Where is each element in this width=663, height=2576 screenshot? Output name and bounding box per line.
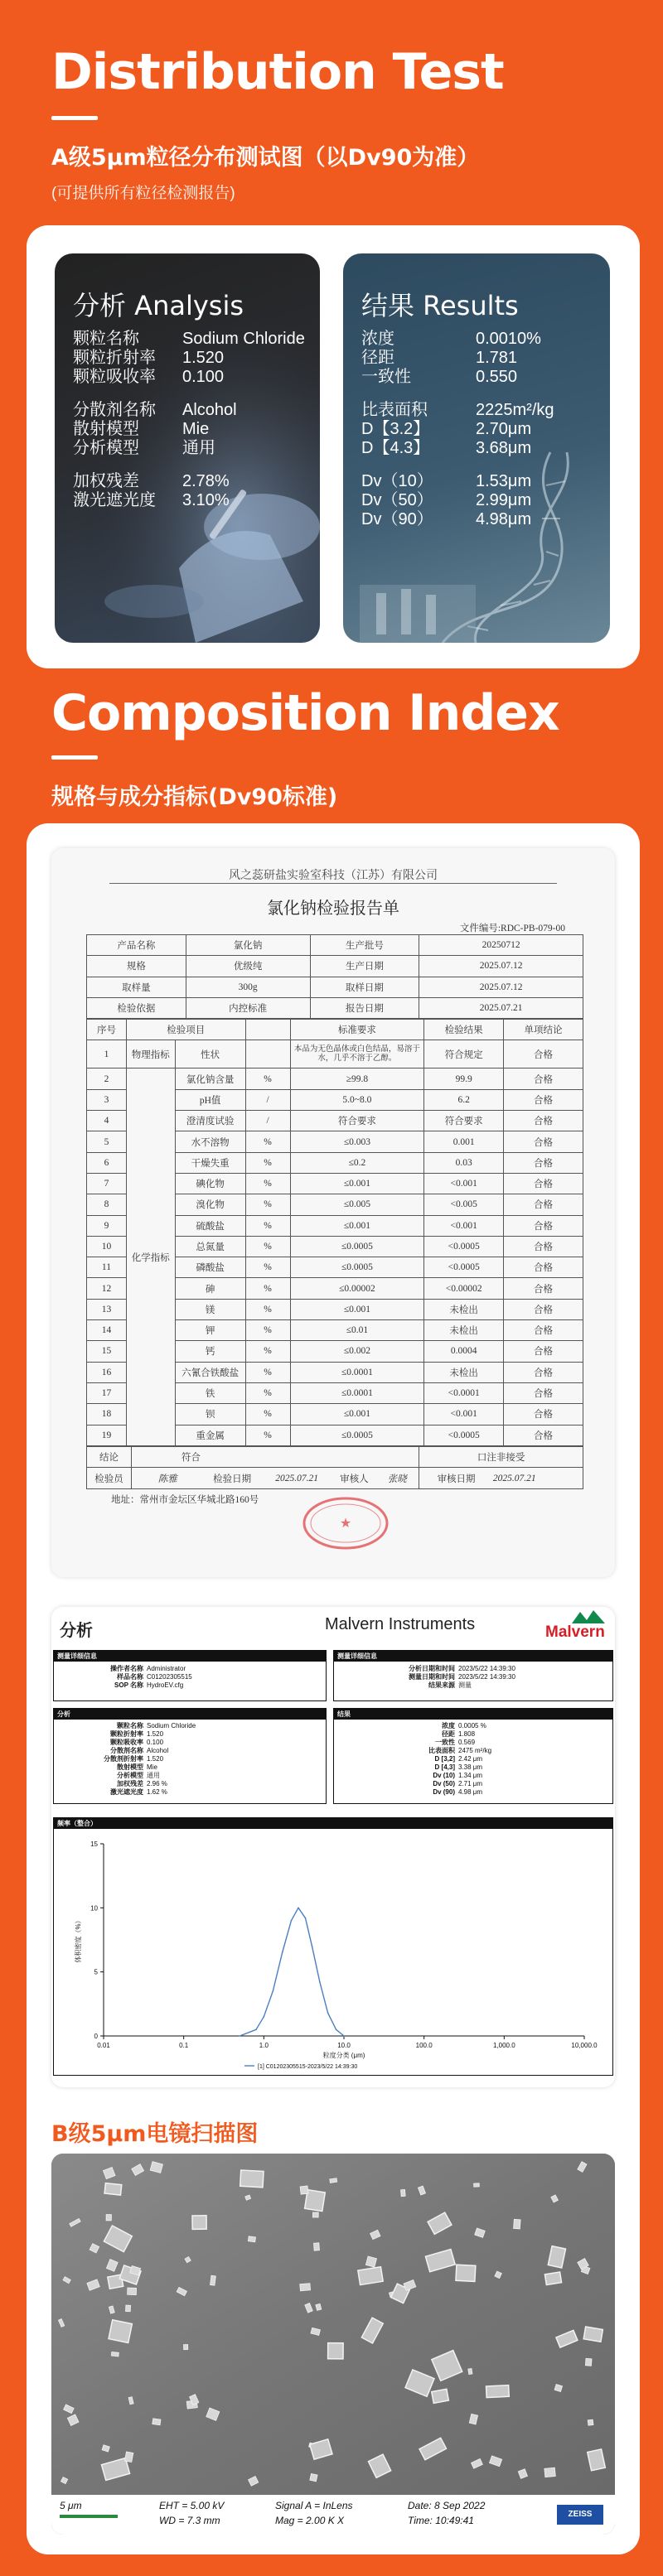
table-row: 检验员 陈雅 检验日期 2025.07.21 审核人 张晓 审核日期 2025.07.21 bbox=[87, 1468, 583, 1489]
salt-crystal bbox=[111, 2352, 119, 2357]
x-axis-label: 粒度分类 (μm) bbox=[322, 2052, 365, 2059]
malvern-brand: Malvern Instruments bbox=[325, 1615, 476, 1633]
salt-crystal bbox=[109, 2320, 132, 2343]
salt-crystal bbox=[588, 2449, 606, 2471]
result-row: 颗粒吸收率 0.100 bbox=[110, 1739, 164, 1746]
title-underline bbox=[51, 116, 98, 120]
data-point bbox=[239, 2035, 240, 2037]
salt-crystal bbox=[128, 2288, 137, 2295]
salt-crystal bbox=[248, 2236, 255, 2242]
table-row: 12 砷 % ≤0.00002 <0.00002 合格 bbox=[87, 1278, 583, 1299]
salt-crystal bbox=[328, 2343, 344, 2359]
data-point bbox=[305, 1918, 307, 1919]
data-point bbox=[264, 2016, 265, 2018]
salt-crystal bbox=[106, 2215, 111, 2221]
y-tick-label: 0 bbox=[94, 2033, 98, 2040]
salt-crystal bbox=[365, 2256, 376, 2267]
table-row: 11 磷酸盐 % ≤0.0005 <0.0005 合格 bbox=[87, 1257, 583, 1278]
particle-size-distribution-chart bbox=[54, 1829, 612, 2071]
result-row: 分散剂名称 Alcohol bbox=[110, 1747, 169, 1754]
malvern-heading: 分析 bbox=[60, 1620, 93, 1640]
analysis-panel bbox=[55, 253, 320, 643]
report-address: 地址：常州市金坛区华城北路160号 bbox=[111, 1495, 259, 1506]
y-tick-label: 5 bbox=[94, 1968, 98, 1976]
table-row: 6 干燥失重 % ≤0.2 0.03 合格 bbox=[87, 1152, 583, 1173]
result-row: Dv (50) 2.71 μm bbox=[433, 1780, 483, 1787]
table-row: 3 pH值 / 5.0~8.0 6.2 合格 bbox=[87, 1089, 583, 1110]
sem-signal: Signal A = InLens bbox=[275, 2500, 353, 2511]
table-row: 4 澄清度试验 / 符合要求 符合要求 合格 bbox=[87, 1111, 583, 1131]
divider bbox=[109, 883, 557, 884]
salt-crystal bbox=[300, 2186, 308, 2194]
sem-heading: B级5μm电镜扫描图 bbox=[51, 2121, 259, 2147]
zeiss-logo: ZEISS bbox=[557, 2505, 603, 2525]
result-row: 浓度 0.0005 % bbox=[442, 1722, 486, 1729]
salt-crystal bbox=[486, 2385, 510, 2398]
result-row: Dv (90) 4.98 μm bbox=[433, 1788, 483, 1796]
report-items-table bbox=[86, 1019, 583, 1446]
measurement-details-box: 测量详细信息 操作者名称 Administrator 样品名称 C01202305515 SOP 名称 HydroEV.cfg bbox=[53, 1650, 327, 1701]
analysis-results-card bbox=[27, 225, 640, 668]
report-footer-table bbox=[86, 1446, 583, 1489]
salt-crystal bbox=[211, 2275, 216, 2285]
result-row: 散射模型 Mie bbox=[117, 1763, 157, 1771]
inspection-report bbox=[51, 848, 615, 1577]
salt-crystal bbox=[358, 2267, 383, 2285]
title-underline bbox=[51, 755, 98, 760]
results-title: 结果 Results bbox=[361, 290, 519, 321]
table-row: 结论 符合 口注非接受 bbox=[87, 1446, 583, 1467]
legend-entry: [1] C01202305515-2023/5/22 14:39:30 bbox=[258, 2064, 358, 2070]
results-row: D【3.2】 2.70μm bbox=[361, 420, 532, 438]
salt-crystal bbox=[300, 2284, 311, 2291]
salt-crystal bbox=[312, 2212, 318, 2217]
y-axis-label: 体积密度（%） bbox=[75, 1917, 82, 1963]
x-tick-label: 10.0 bbox=[337, 2042, 351, 2049]
salt-crystal bbox=[588, 2419, 593, 2425]
section1-title: Distribution Test bbox=[51, 43, 504, 101]
malvern-report bbox=[51, 1607, 615, 2087]
sem-date: Date: 8 Sep 2022 bbox=[408, 2500, 486, 2511]
results-row: D【4.3】 3.68μm bbox=[361, 439, 532, 457]
result-row: 激光遮光度 1.62 % bbox=[110, 1788, 167, 1796]
inspector-signature: 陈雅 bbox=[157, 1472, 177, 1484]
table-row: 产品名称 氯化钠 生产批号 20250712 bbox=[87, 935, 583, 956]
chart-title: 频率（整合） bbox=[54, 1818, 612, 1829]
section1-subtitle: A级5μm粒径分布测试图（以Dv90为准） bbox=[51, 145, 480, 171]
salt-crystal bbox=[124, 2452, 133, 2463]
salt-crystal bbox=[585, 2358, 592, 2366]
data-point bbox=[336, 2028, 337, 2030]
table-row: 19 重金属 % ≤0.0005 <0.0005 合格 bbox=[87, 1425, 583, 1445]
series-line bbox=[240, 1908, 344, 2036]
results-row: Dv（10） 1.53μm bbox=[361, 472, 532, 490]
sem-time: Time: 10:49:41 bbox=[408, 2515, 474, 2526]
result-row: 加权残差 2.96 % bbox=[117, 1780, 167, 1787]
data-point bbox=[343, 2035, 345, 2037]
analysis-row: 颗粒折射率 1.520 bbox=[73, 349, 225, 367]
sem-mag: Mag = 2.00 K X bbox=[275, 2515, 345, 2526]
x-tick-label: 0.01 bbox=[97, 2042, 110, 2049]
sem-scale-bar bbox=[60, 2515, 118, 2518]
salt-crystal bbox=[104, 2183, 122, 2195]
table-row: 14 钾 % ≤0.01 未检出 合格 bbox=[87, 1320, 583, 1341]
table-row: 5 水不溶物 % ≤0.003 0.001 合格 bbox=[87, 1131, 583, 1152]
y-tick-label: 15 bbox=[90, 1840, 98, 1848]
data-point bbox=[282, 1952, 283, 1954]
table-row: 17 铁 % ≤0.0001 <0.0001 合格 bbox=[87, 1382, 583, 1403]
results-row: Dv（50） 2.99μm bbox=[361, 491, 532, 509]
analysis-row: 分析模型 通用 bbox=[73, 439, 215, 457]
report-meta-table bbox=[86, 934, 583, 1019]
salt-crystal bbox=[583, 2327, 603, 2342]
measurement-time-box: 测量详细信息 分析日期和时间 2023/5/22 14:39:30 测量日期和时间 2023/5/22 14:39:30 结果来源 测量 bbox=[333, 1650, 613, 1701]
results-row: Dv（90） 4.98μm bbox=[361, 510, 532, 528]
analysis-row: 颗粒名称 Sodium Chloride bbox=[73, 330, 305, 348]
salt-crystal bbox=[401, 2189, 406, 2196]
result-row: 颗粒折射率 1.520 bbox=[110, 1730, 164, 1738]
composition-card bbox=[27, 823, 640, 2554]
report-doc-number: 文件编号:RDC-PB-079-00 bbox=[459, 924, 565, 933]
table-row: 7 碘化物 % ≤0.001 <0.001 合格 bbox=[87, 1173, 583, 1194]
result-row: 分析模型 通用 bbox=[117, 1772, 160, 1779]
table-row: 规格 优级纯 生产日期 2025.07.12 bbox=[87, 956, 583, 977]
analysis-row: 散射模型 Mie bbox=[73, 420, 210, 438]
result-row: D [3,2] 2.42 μm bbox=[434, 1755, 483, 1763]
analysis-title: 分析 Analysis bbox=[73, 290, 244, 321]
section1-note: (可提供所有粒径检测报告) bbox=[51, 185, 235, 202]
report-company: 风之蕊研盐实验室科技（江苏）有限公司 bbox=[229, 870, 438, 882]
results-row: 一致性 0.550 bbox=[361, 368, 518, 386]
section2-title: Composition Index bbox=[51, 684, 559, 742]
salt-crystal bbox=[456, 2265, 476, 2281]
result-row: 颗粒名称 Sodium Chloride bbox=[117, 1722, 196, 1729]
result-box: 结果 浓度 0.0005 % 径距 1.808 一致性 0.569 比表面积 2475 m²/kg D [3,2] 2.42 μm D [4,3] 3.38 μm Dv (10) 1.34 μm Dv (50) 2.71 μm Dv (90) 4.98 μm bbox=[333, 1708, 613, 1804]
salt-crystal bbox=[544, 2272, 561, 2285]
data-point bbox=[273, 1990, 274, 1992]
results-row: 径距 1.781 bbox=[361, 349, 518, 367]
salt-crystal bbox=[126, 2305, 131, 2312]
company-seal-stamp bbox=[300, 1494, 391, 1552]
frequency-chart-box bbox=[53, 1817, 613, 2076]
table-row: 18 钡 % ≤0.001 <0.001 合格 bbox=[87, 1404, 583, 1425]
malvern-logo: Malvern bbox=[545, 1623, 605, 1641]
table-row: 8 溴化物 % ≤0.005 <0.005 合格 bbox=[87, 1194, 583, 1215]
analysis-row: 颗粒吸收率 0.100 bbox=[73, 368, 225, 386]
report-title: 氯化钠检验报告单 bbox=[267, 900, 399, 918]
result-row: 一致性 0.569 bbox=[435, 1739, 476, 1746]
result-row: 分散剂折射率 1.520 bbox=[104, 1755, 164, 1763]
analysis-row: 分散剂名称 Alcohol bbox=[73, 401, 237, 419]
results-row: 比表面积 2225m²/kg bbox=[361, 401, 554, 419]
result-row: D [4,3] 3.38 μm bbox=[434, 1763, 483, 1771]
sem-info-bar bbox=[51, 2495, 615, 2535]
table-row: 取样量 300g 取样日期 2025.07.12 bbox=[87, 977, 583, 997]
sem-eht: EHT = 5.00 kV bbox=[159, 2500, 225, 2511]
salt-crystal bbox=[468, 2368, 472, 2374]
table-row: 13 镁 % ≤0.001 未检出 合格 bbox=[87, 1299, 583, 1319]
salt-crystal bbox=[330, 2178, 337, 2183]
salt-crystal bbox=[514, 2219, 521, 2229]
results-row: 浓度 0.0010% bbox=[361, 330, 541, 348]
data-point bbox=[312, 1946, 313, 1947]
result-row: Dv (10) 1.34 μm bbox=[433, 1772, 483, 1779]
salt-crystal bbox=[184, 2345, 188, 2350]
y-tick-label: 10 bbox=[90, 1904, 98, 1913]
x-tick-label: 0.1 bbox=[179, 2042, 189, 2049]
table-row: 1 物理指标 性状 本品为无色晶体或白色结晶，易溶于水，几乎不溶于乙醇。 符合规定 合格 bbox=[87, 1040, 583, 1069]
salt-crystal bbox=[240, 2170, 264, 2188]
svg-text:★: ★ bbox=[339, 1515, 352, 1531]
sem-particles-image bbox=[51, 2154, 615, 2495]
sem-scale-label: 5 μm bbox=[60, 2500, 82, 2511]
sem-micrograph bbox=[51, 2154, 615, 2535]
x-tick-label: 1.0 bbox=[259, 2042, 269, 2049]
sem-wd: WD = 7.3 mm bbox=[159, 2515, 220, 2526]
salt-crystal bbox=[544, 2467, 555, 2477]
analysis-row: 加权残差 2.78% bbox=[73, 472, 230, 490]
salt-crystal bbox=[314, 2243, 320, 2250]
salt-crystal bbox=[474, 2183, 480, 2187]
results-panel bbox=[343, 253, 610, 643]
salt-crystal bbox=[152, 2419, 161, 2425]
data-point bbox=[291, 1920, 293, 1922]
section2-subtitle: 规格与成分指标(Dv90标准) bbox=[51, 784, 338, 810]
x-tick-label: 1,000.0 bbox=[492, 2042, 515, 2049]
analysis-row: 激光遮光度 3.10% bbox=[73, 491, 230, 509]
table-row: 2 化学指标 氯化钠含量 % ≥99.8 99.9 合格 bbox=[87, 1069, 583, 1089]
x-tick-label: 100.0 bbox=[415, 2042, 433, 2049]
data-point bbox=[298, 1908, 299, 1909]
table-row: 检验依据 内控标准 报告日期 2025.07.21 bbox=[87, 997, 583, 1018]
salt-crystal bbox=[432, 2389, 449, 2403]
data-point bbox=[327, 2012, 329, 2014]
table-header-row: 序号 检验项目 标准要求 检验结果 单项结论 bbox=[87, 1020, 583, 1040]
reviewer-signature: 张晓 bbox=[387, 1474, 407, 1484]
table-row: 10 总氮量 % ≤0.0005 <0.0005 合格 bbox=[87, 1236, 583, 1257]
data-point bbox=[255, 2028, 257, 2030]
analysis-box: 分析 颗粒名称 Sodium Chloride 颗粒折射率 1.520 颗粒吸收率 0.100 分散剂名称 Alcohol 分散剂折射率 1.520 散射模型 Mie 分析模型 通用 加权残差 2.96 % 激光遮光度 1.62 % bbox=[53, 1708, 327, 1804]
table-row: 9 硫酸盐 % ≤0.001 <0.001 合格 bbox=[87, 1215, 583, 1236]
x-tick-label: 10,000.0 bbox=[571, 2042, 598, 2049]
salt-crystal bbox=[192, 2216, 206, 2230]
table-row: 15 钙 % ≤0.002 0.0004 合格 bbox=[87, 1341, 583, 1362]
salt-crystal bbox=[310, 2473, 317, 2481]
malvern-logo-mountains-icon bbox=[572, 1609, 605, 1623]
result-row: 径距 1.808 bbox=[442, 1730, 476, 1738]
data-point bbox=[319, 1981, 321, 1983]
result-row: 比表面积 2475 m²/kg bbox=[428, 1747, 492, 1754]
table-row: 16 六氰合铁酸盐 % ≤0.0001 未检出 合格 bbox=[87, 1362, 583, 1382]
